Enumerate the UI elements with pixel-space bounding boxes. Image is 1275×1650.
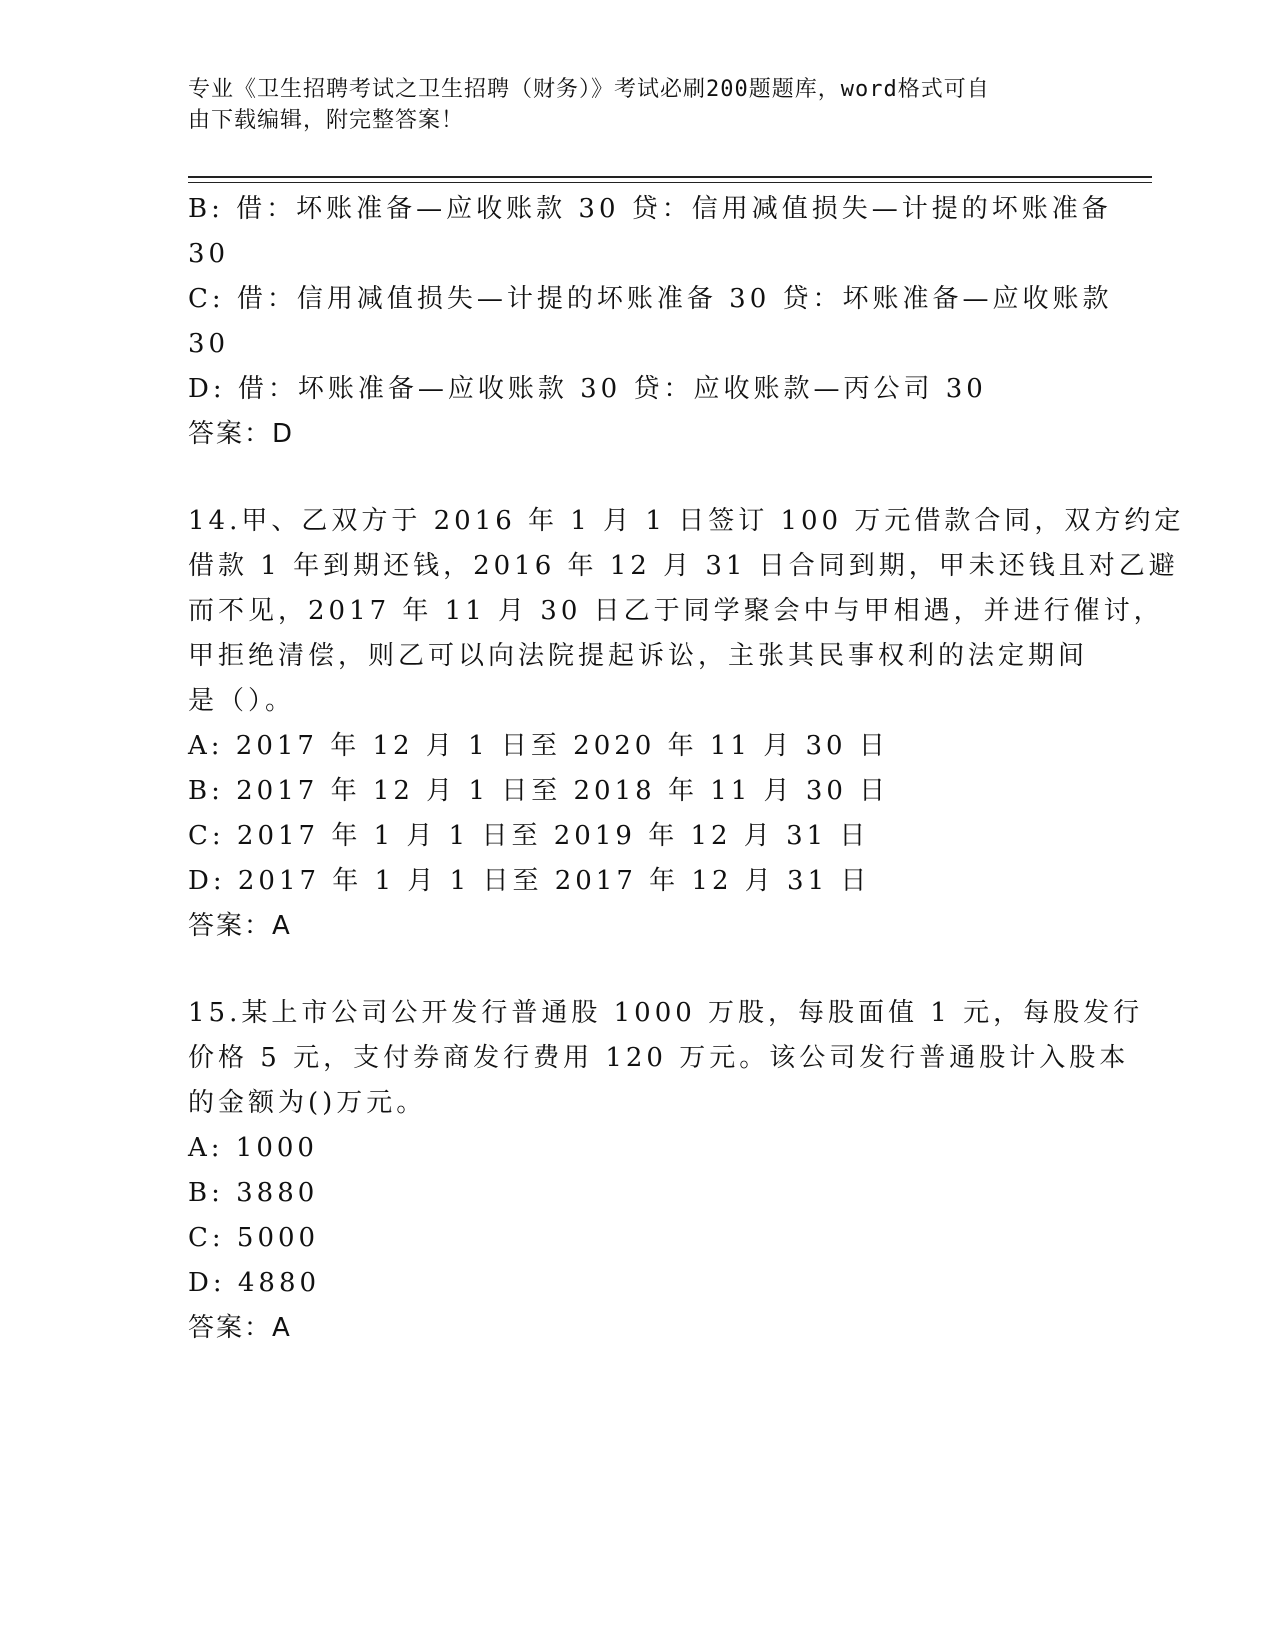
q13-option-b-line-2: 30 — [188, 239, 230, 269]
q14-stem-line-5: 是（）。 — [188, 686, 296, 716]
q13-option-c-line-1: C: 借：信用减值损失—计提的坏账准备 30 贷：坏账准备—应收账款 — [188, 284, 1113, 314]
q14-stem-line-2: 借款 1 年到期还钱，2016 年 12 月 31 日合同到期，甲未还钱且对乙避 — [188, 551, 1179, 581]
q14-option-b: B: 2017 年 12 月 1 日至 2018 年 11 月 30 日 — [188, 776, 890, 806]
header-line-2: 由下载编辑，附完整答案！ — [188, 108, 465, 133]
q13-option-b-line-1: B: 借：坏账准备—应收账款 30 贷：信用减值损失—计提的坏账准备 — [188, 194, 1112, 224]
q15-stem-line-2: 价格 5 元，支付券商发行费用 120 万元。该公司发行普通股计入股本 — [188, 1043, 1130, 1073]
q15-option-c: C: 5000 — [188, 1223, 320, 1253]
q15-stem-line-3: 的金额为()万元。 — [188, 1088, 427, 1118]
q14-stem-line-4: 甲拒绝清偿，则乙可以向法院提起诉讼，主张其民事权利的法定期间 — [188, 641, 1089, 671]
q14-option-a: A: 2017 年 12 月 1 日至 2020 年 11 月 30 日 — [188, 731, 889, 761]
q15-option-b: B: 3880 — [188, 1178, 319, 1208]
q13-option-c-line-2: 30 — [188, 329, 230, 359]
q15-answer: 答案：A — [188, 1313, 292, 1343]
q15-stem-line-1: 15.某上市公司公开发行普通股 1000 万股，每股面值 1 元，每股发行 — [188, 998, 1144, 1028]
header-rule-thick — [188, 176, 1152, 178]
q14-answer: 答案：A — [188, 911, 292, 941]
q15-option-d: D: 4880 — [188, 1268, 321, 1298]
q14-stem-line-3: 而不见，2017 年 11 月 30 日乙于同学聚会中与甲相遇，并进行催讨， — [188, 596, 1164, 626]
q14-option-c: C: 2017 年 1 月 1 日至 2019 年 12 月 31 日 — [188, 821, 870, 851]
q13-answer: 答案：D — [188, 419, 295, 449]
q14-option-d: D: 2017 年 1 月 1 日至 2017 年 12 月 31 日 — [188, 866, 871, 896]
q13-option-d: D: 借：坏账准备—应收账款 30 贷：应收账款—丙公司 30 — [188, 374, 987, 404]
q15-option-a: A: 1000 — [188, 1133, 318, 1163]
q14-stem-line-1: 14.甲、乙双方于 2016 年 1 月 1 日签订 100 万元借款合同，双方约定 — [188, 506, 1185, 536]
header-line-1: 专业《卫生招聘考试之卫生招聘（财务）》考试必刷200题题库，word格式可自 — [188, 77, 990, 102]
header-rule-thin — [188, 182, 1152, 183]
document-header — [188, 74, 1068, 136]
